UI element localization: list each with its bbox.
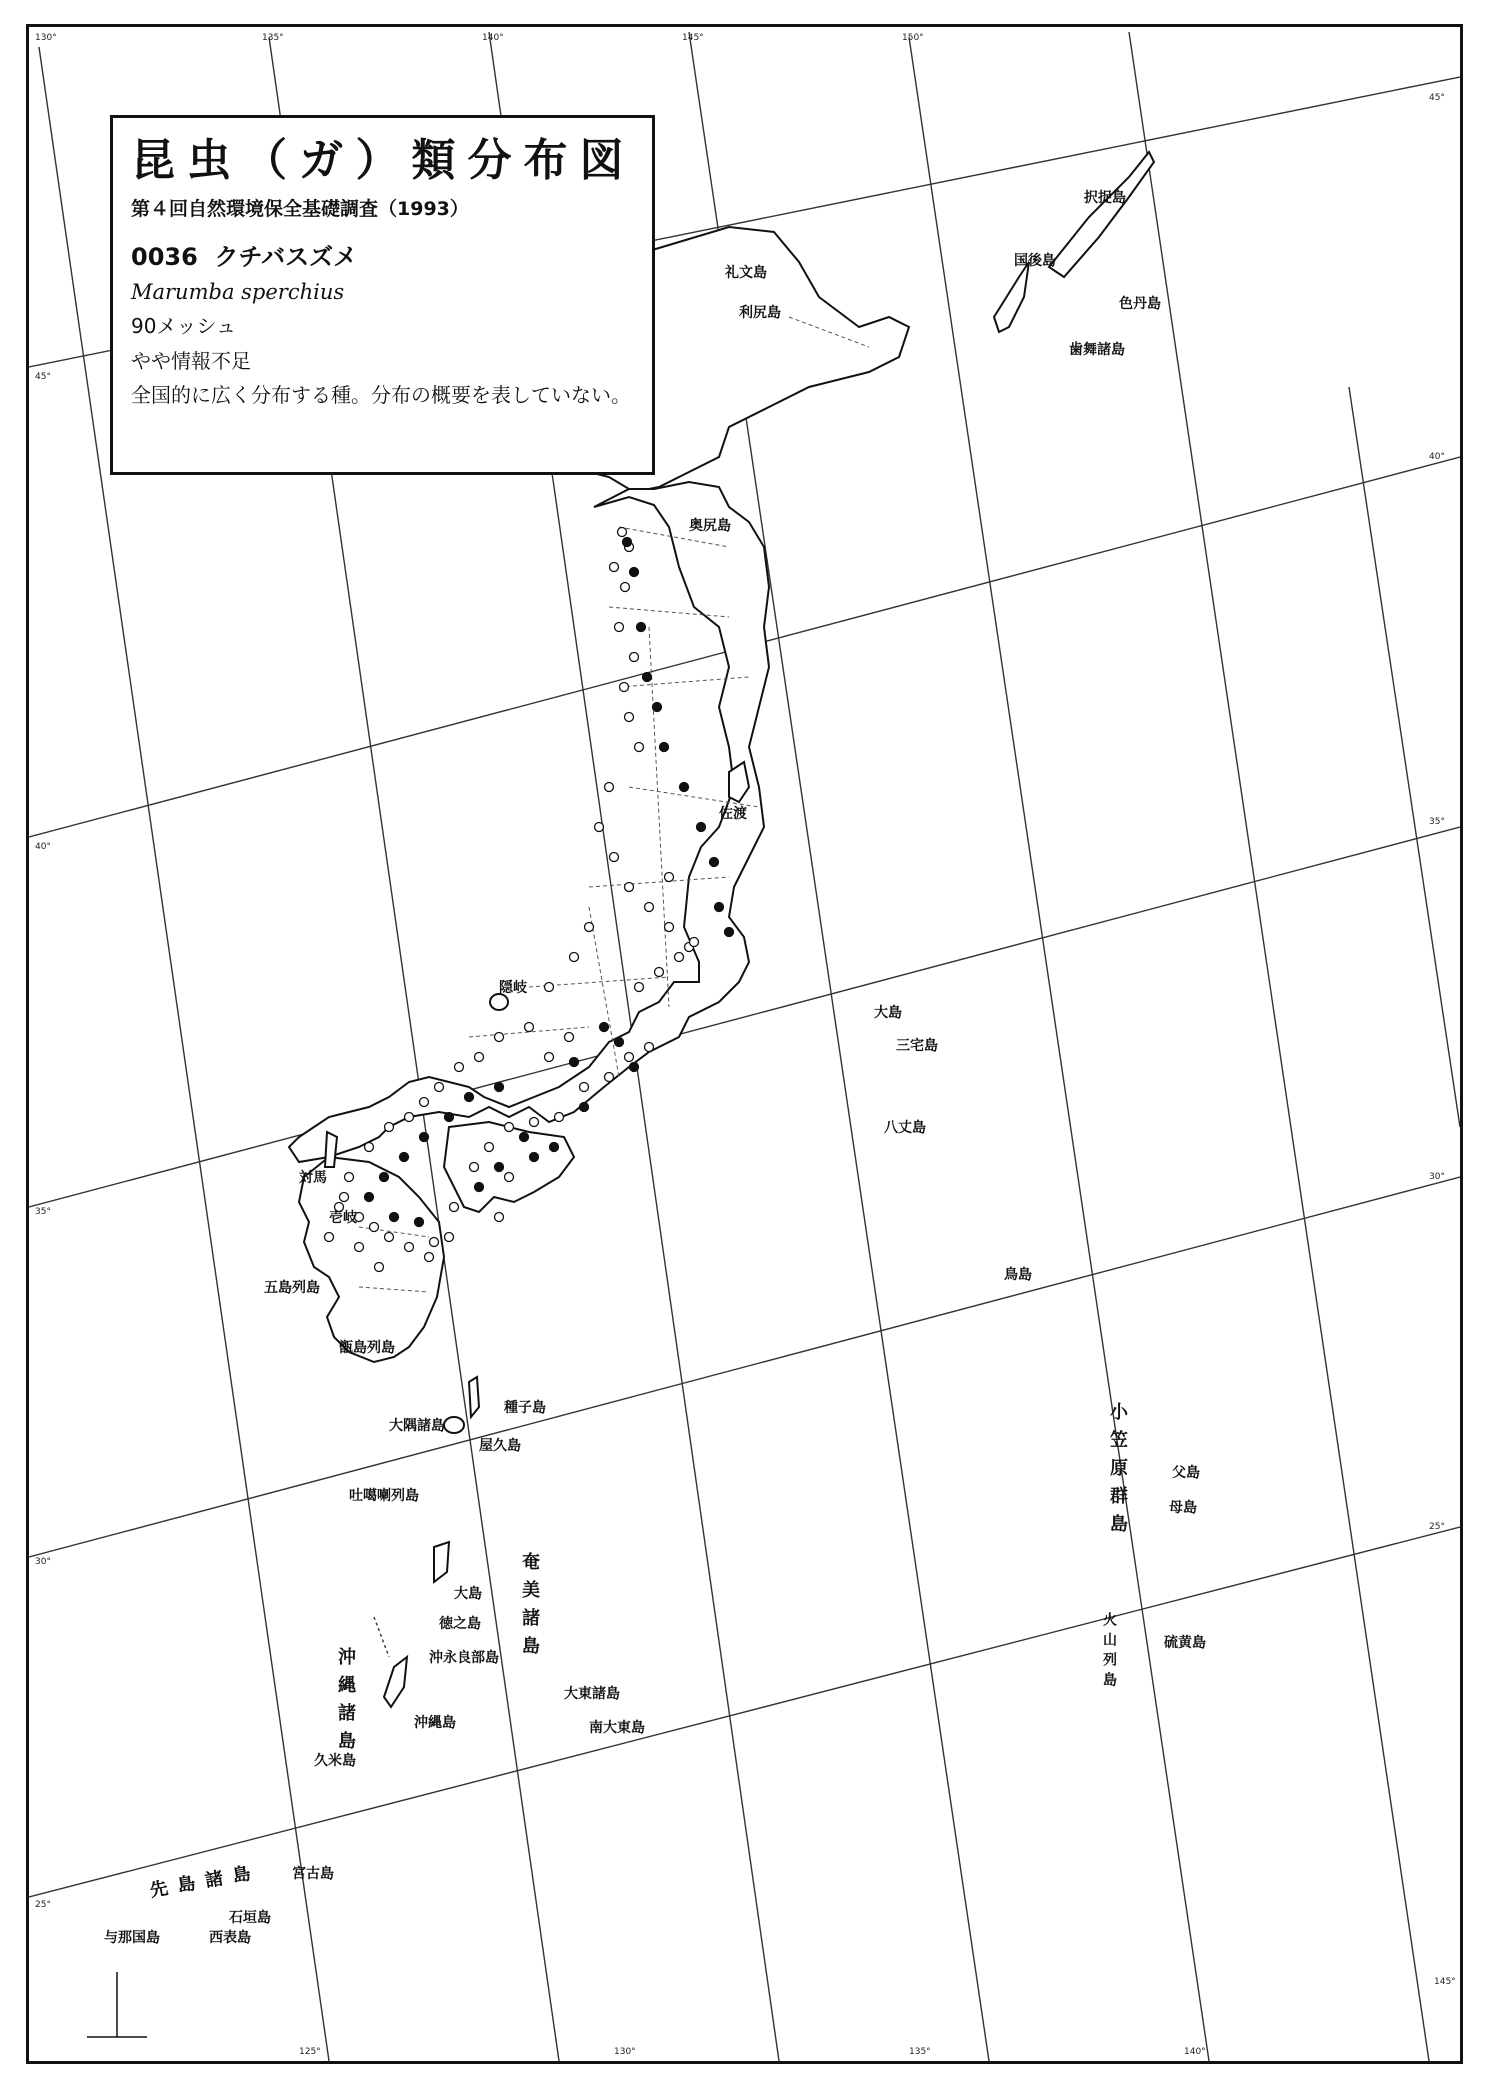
record-marker-filled	[465, 1093, 474, 1102]
coord-label: 145°	[682, 33, 704, 43]
record-marker-filled	[400, 1153, 409, 1162]
record-marker-open	[605, 783, 614, 792]
group-label: 奄美諸島	[519, 1552, 540, 1664]
record-marker-filled	[495, 1083, 504, 1092]
data-status: やや情報不足	[131, 349, 251, 373]
record-marker-open	[445, 1233, 454, 1242]
record-marker-open	[625, 713, 634, 722]
record-marker-open	[615, 623, 624, 632]
record-marker-open	[665, 923, 674, 932]
place-label: 沖縄島	[414, 1715, 456, 1731]
record-marker-open	[625, 883, 634, 892]
place-label: 隠岐	[499, 980, 527, 996]
place-label: 甑島列島	[339, 1340, 395, 1356]
record-marker-open	[570, 953, 579, 962]
record-marker-filled	[680, 783, 689, 792]
okinawa-border-line	[374, 1617, 389, 1657]
record-marker-open	[675, 953, 684, 962]
record-marker-filled	[637, 623, 646, 632]
record-marker-filled	[415, 1218, 424, 1227]
place-label: 歯舞諸島	[1069, 342, 1125, 358]
place-label: 択捉島	[1084, 190, 1126, 206]
record-marker-open	[375, 1263, 384, 1272]
place-label: 父島	[1172, 1465, 1200, 1481]
meridian-line	[909, 37, 1209, 2061]
record-marker-filled	[710, 858, 719, 867]
record-marker-open	[420, 1098, 429, 1107]
record-marker-open	[385, 1233, 394, 1242]
coord-label: 30°	[1429, 1172, 1445, 1182]
scale-marker	[87, 1972, 147, 2037]
record-marker-open	[485, 1143, 494, 1152]
record-marker-filled	[630, 568, 639, 577]
group-label: 沖縄諸島	[335, 1647, 356, 1759]
etorofu-outline	[1049, 152, 1154, 277]
group-label: 小笠原群島	[1107, 1402, 1128, 1542]
place-label: 礼文島	[725, 265, 767, 281]
coord-label: 140°	[1184, 2047, 1206, 2057]
record-marker-open	[425, 1253, 434, 1262]
parallel-line	[29, 1177, 1460, 1557]
record-marker-filled	[520, 1133, 529, 1142]
record-marker-open	[475, 1053, 484, 1062]
coord-label: 30°	[35, 1557, 51, 1567]
record-marker-filled	[725, 928, 734, 937]
place-label: 大東諸島	[564, 1686, 620, 1702]
record-marker-open	[690, 938, 699, 947]
coord-label: 40°	[35, 842, 51, 852]
group-label: 火山列島	[1101, 1612, 1117, 1692]
place-label: 屋久島	[479, 1438, 521, 1454]
record-marker-open	[645, 903, 654, 912]
record-marker-filled	[660, 743, 669, 752]
record-marker-filled	[653, 703, 662, 712]
record-marker-filled	[445, 1113, 454, 1122]
record-marker-filled	[715, 903, 724, 912]
coord-label: 150°	[902, 33, 924, 43]
record-marker-open	[530, 1118, 539, 1127]
coord-label: 135°	[909, 2047, 931, 2057]
record-marker-filled	[580, 1103, 589, 1112]
record-marker-open	[345, 1173, 354, 1182]
honshu-outline	[289, 482, 769, 1162]
place-label: 吐噶喇列島	[349, 1488, 419, 1504]
record-marker-open	[340, 1193, 349, 1202]
kunashiri-outline	[994, 262, 1029, 332]
record-marker-filled	[380, 1173, 389, 1182]
record-marker-open	[618, 528, 627, 537]
place-label: 奥尻島	[689, 518, 731, 534]
record-marker-filled	[570, 1058, 579, 1067]
coord-label: 130°	[35, 33, 57, 43]
record-marker-open	[325, 1233, 334, 1242]
record-marker-filled	[623, 538, 632, 547]
record-marker-filled	[365, 1193, 374, 1202]
record-marker-open	[645, 1043, 654, 1052]
coord-label: 135°	[262, 33, 284, 43]
record-marker-open	[435, 1083, 444, 1092]
record-marker-open	[595, 823, 604, 832]
record-marker-open	[495, 1213, 504, 1222]
scientific-name: Marumba sperchius	[131, 280, 345, 304]
record-marker-open	[610, 563, 619, 572]
mesh-count: 90メッシュ	[131, 314, 237, 338]
place-label: 種子島	[504, 1400, 546, 1416]
place-label: 大島	[874, 1005, 902, 1021]
coord-label: 140°	[482, 33, 504, 43]
record-marker-filled	[475, 1183, 484, 1192]
meridian-line	[1129, 32, 1429, 2061]
record-marker-open	[505, 1173, 514, 1182]
record-marker-open	[370, 1223, 379, 1232]
place-label: 大島	[454, 1586, 482, 1602]
record-marker-filled	[495, 1163, 504, 1172]
place-label: 南大東島	[589, 1720, 645, 1736]
place-label: 色丹島	[1119, 296, 1161, 312]
record-marker-open	[630, 653, 639, 662]
record-marker-open	[635, 743, 644, 752]
record-marker-open	[385, 1123, 394, 1132]
meridian-line	[1349, 387, 1460, 1127]
record-marker-open	[655, 968, 664, 977]
record-marker-open	[565, 1033, 574, 1042]
boundary-line	[649, 627, 669, 1007]
kyushu-outline	[299, 1157, 444, 1362]
place-label: 利尻島	[739, 305, 781, 321]
species-name: クチバスズメ	[214, 243, 358, 271]
record-marker-filled	[643, 673, 652, 682]
record-marker-open	[470, 1163, 479, 1172]
okinawa-outline	[384, 1657, 407, 1707]
distribution-note: 全国的に広く分布する種。分布の概要を表していない。	[131, 383, 631, 407]
place-label: 宮古島	[292, 1866, 334, 1882]
coord-label: 125°	[299, 2047, 321, 2057]
place-label: 壱岐	[329, 1210, 357, 1226]
place-label: 硫黄島	[1164, 1635, 1206, 1651]
record-marker-open	[405, 1243, 414, 1252]
record-marker-open	[450, 1203, 459, 1212]
record-marker-open	[405, 1113, 414, 1122]
record-marker-open	[585, 923, 594, 932]
place-label: 与那国島	[104, 1930, 160, 1946]
record-marker-filled	[600, 1023, 609, 1032]
species-code: 0036	[131, 243, 198, 271]
record-marker-filled	[530, 1153, 539, 1162]
parallel-line	[29, 827, 1460, 1207]
shikoku-outline	[444, 1122, 574, 1212]
record-marker-open	[621, 583, 630, 592]
record-marker-open	[580, 1083, 589, 1092]
survey-subtitle: 第４回自然環境保全基礎調査（1993）	[131, 198, 469, 220]
place-label: 五島列島	[264, 1280, 320, 1296]
group-label: 先島諸島	[148, 1861, 263, 1902]
coord-label: 25°	[35, 1900, 51, 1910]
record-marker-open	[365, 1143, 374, 1152]
place-label: 大隅諸島	[389, 1418, 445, 1434]
record-marker-filled	[630, 1063, 639, 1072]
coord-label: 45°	[1429, 93, 1445, 103]
record-marker-filled	[420, 1133, 429, 1142]
record-marker-filled	[390, 1213, 399, 1222]
place-label: 石垣島	[229, 1910, 271, 1926]
place-label: 母島	[1169, 1500, 1197, 1516]
record-marker-open	[430, 1238, 439, 1247]
place-label: 久米島	[314, 1753, 356, 1769]
coord-label: 145°	[1434, 1977, 1456, 1987]
place-label: 国後島	[1014, 253, 1056, 269]
place-label: 八丈島	[884, 1120, 926, 1136]
tsushima-outline	[325, 1132, 337, 1167]
record-marker-open	[505, 1123, 514, 1132]
coord-label: 25°	[1429, 1522, 1445, 1532]
place-label: 三宅島	[896, 1038, 938, 1054]
place-label: 対馬	[299, 1170, 327, 1186]
record-marker-open	[555, 1113, 564, 1122]
map-title: 昆虫（ガ）類分布図	[131, 135, 636, 186]
record-marker-open	[620, 683, 629, 692]
record-marker-open	[355, 1243, 364, 1252]
place-label: 鳥島	[1004, 1267, 1032, 1283]
place-label: 徳之島	[439, 1616, 481, 1632]
record-marker-open	[495, 1033, 504, 1042]
record-marker-open	[665, 873, 674, 882]
place-label: 西表島	[209, 1930, 251, 1946]
amami-outline	[434, 1542, 449, 1582]
record-marker-open	[545, 1053, 554, 1062]
coord-label: 35°	[35, 1207, 51, 1217]
record-marker-open	[625, 1053, 634, 1062]
coord-label: 35°	[1429, 817, 1445, 827]
tanegashima-outline	[469, 1377, 479, 1417]
record-marker-open	[525, 1023, 534, 1032]
record-marker-open	[605, 1073, 614, 1082]
coord-label: 40°	[1429, 452, 1445, 462]
record-marker-open	[635, 983, 644, 992]
record-marker-open	[455, 1063, 464, 1072]
record-marker-filled	[550, 1143, 559, 1152]
record-marker-filled	[615, 1038, 624, 1047]
place-label: 佐渡	[719, 806, 747, 822]
coord-label: 130°	[614, 2047, 636, 2057]
place-label: 沖永良部島	[429, 1650, 499, 1666]
record-marker-filled	[697, 823, 706, 832]
record-marker-open	[545, 983, 554, 992]
parallel-line	[29, 1527, 1460, 1897]
record-marker-open	[610, 853, 619, 862]
species-header	[131, 237, 634, 272]
legend-box	[110, 115, 655, 475]
yakushima-outline	[444, 1417, 464, 1433]
coord-label: 45°	[35, 372, 51, 382]
